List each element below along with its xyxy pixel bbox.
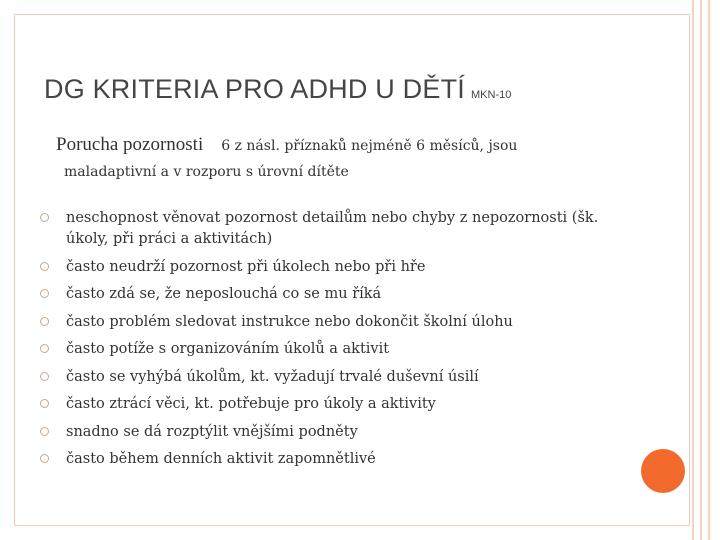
list-item-text: často během denních aktivit zapomnětlivé xyxy=(66,451,376,467)
intro-criteria-continued: maladaptivní a v rozporu s úrovní dítěte xyxy=(64,164,349,180)
bullet-circle-icon xyxy=(40,344,49,353)
bullet-circle-icon xyxy=(40,399,49,408)
bullet-circle-icon xyxy=(40,289,49,298)
decorative-orange-circle xyxy=(641,449,685,493)
list-item-text: často potíže s organizováním úkolů a aktivit xyxy=(66,341,390,357)
decorative-side-line xyxy=(692,0,694,540)
slide-title-block xyxy=(44,74,511,105)
list-item-text: často se vyhýbá úkolům, kt. vyžadují trvalé duševní úsilí xyxy=(66,368,479,385)
list-item-text: snadno se dá rozptýlit vnějšími podněty xyxy=(66,423,358,440)
list-item-text: často problém sledovat instrukce nebo dokončit školní úlohu xyxy=(66,313,513,330)
bullet-circle-icon xyxy=(40,317,49,326)
list-item-text: často neudrží pozornost při úkolech nebo při hře xyxy=(66,258,426,275)
bullet-circle-icon xyxy=(40,262,49,271)
list-item xyxy=(40,422,610,443)
list-item xyxy=(40,208,610,250)
list-item-text: často ztrácí věci, kt. potřebuje pro úkoly a aktivity xyxy=(66,396,436,412)
list-item-text: často zdá se, že neposlouchá co se mu říká xyxy=(66,286,382,302)
bullet-circle-icon xyxy=(40,454,49,463)
list-item xyxy=(40,257,610,278)
list-item xyxy=(40,284,610,305)
list-item xyxy=(40,449,610,470)
intro-text xyxy=(56,134,656,180)
bullet-circle-icon xyxy=(40,372,49,381)
symptom-list xyxy=(40,208,610,477)
slide-title: DG KRITERIA PRO ADHD U DĚTÍ xyxy=(44,74,465,104)
list-item xyxy=(40,312,610,333)
list-item-text: neschopnost věnovat pozornost detailům nebo chyby z nepozornosti (šk. úkoly, při práci a aktivitách) xyxy=(66,210,599,247)
slide-title-subscript: MKN-10 xyxy=(470,89,512,101)
list-item xyxy=(40,339,610,360)
bullet-circle-icon xyxy=(40,427,49,436)
decorative-side-line xyxy=(700,0,702,540)
bullet-circle-icon xyxy=(40,213,49,222)
list-item xyxy=(40,367,610,388)
intro-heading: Porucha pozornosti xyxy=(56,134,204,155)
decorative-side-line xyxy=(708,0,710,540)
intro-criteria: 6 z násl. příznaků nejméně 6 měsíců, jsou xyxy=(221,138,518,154)
list-item xyxy=(40,394,610,415)
